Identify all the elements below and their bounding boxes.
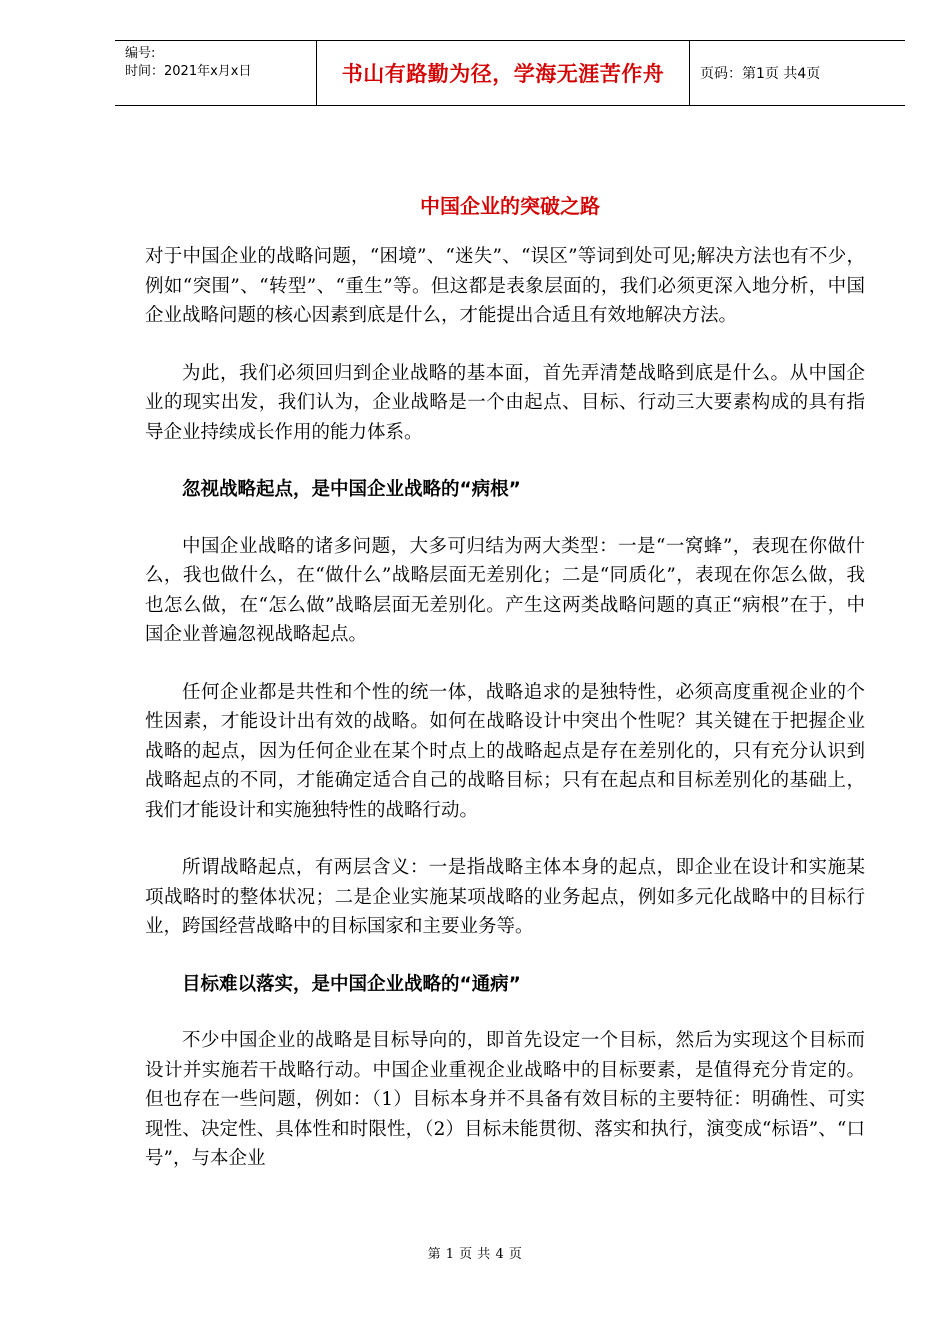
section-heading: 目标难以落实，是中国企业战略的“通病” [182, 973, 521, 995]
article-body [145, 242, 865, 1202]
paragraph: 不少中国企业的战略是目标导向的，即首先设定一个目标，然后为实现这个目标而设计并实施若干战略行动。中国企业重视企业战略中的目标要素，是值得充分肯定的。但也存在一些问题，例如：（1）目标本身并不具备有效目标的主要特征：明确性、可实现性、决定性、具体性和时限性，（2）目标未能贯彻、落实和执行，演变成“标语”、“口号”，与本企业 [145, 1030, 865, 1169]
paragraph: 为此，我们必须回归到企业战略的基本面，首先弄清楚战略到底是什么。从中国企业的现实出发，我们认为，企业战略是一个由起点、目标、行动三大要素构成的具有指导企业持续成长作用的能力体系。 [145, 362, 865, 443]
section-heading: 忽视战略起点，是中国企业战略的“病根” [182, 479, 521, 500]
time-label: 时间：2021年x月x日 [125, 64, 252, 79]
header-meta [115, 41, 316, 105]
page-footer: 第 1 页 共 4 页 [427, 1247, 523, 1262]
paragraph: 中国企业战略的诸多问题，大多可归结为两大类型：一是“一窝蜂”，表现在你做什么，我也做什么，在“做什么”战略层面无差别化；二是“同质化”，表现在你怎么做，我也怎么做，在“怎么做”战略层面无差别化。产生这两类战略问题的真正“病根”在于，中国企业普遍忽视战略起点。 [145, 535, 865, 645]
paragraph: 对于中国企业的战略问题，“困境”、“迷失”、“误区”等词到处可见;解决方法也有不少，例如“突围”、“转型”、“重生”等。但这都是表象层面的，我们必须更深入地分析，中国企业战略问题的核心因素到底是什么，才能提出合适且有效地解决方法。 [145, 246, 865, 326]
number-label: 编号: [125, 46, 156, 61]
article-title: 中国企业的突破之路 [420, 194, 600, 218]
paragraph: 所谓战略起点，有两层含义：一是指战略主体本身的起点，即企业在设计和实施某项战略时的整体状况；二是企业实施某项战略的业务起点，例如多元化战略中的目标行业，跨国经营战略中的目标国家和主要业务等。 [145, 857, 865, 937]
document-header [115, 40, 905, 106]
paragraph: 任何企业都是共性和个性的统一体，战略追求的是独特性，必须高度重视企业的个性因素，才能设计出有效的战略。如何在战略设计中突出个性呢？其关键在于把握企业战略的起点，因为任何企业在某个时点上的战略起点是存在差别化的，只有充分认识到战略起点的不同，才能确定适合自己的战略目标；只有在起点和目标差别化的基础上，我们才能设计和实施独特性的战略行动。 [145, 681, 865, 821]
header-motto: 书山有路勤为径，学海无涯苦作舟 [316, 41, 690, 105]
header-page-info: 页码：第1页 共4页 [700, 66, 821, 82]
